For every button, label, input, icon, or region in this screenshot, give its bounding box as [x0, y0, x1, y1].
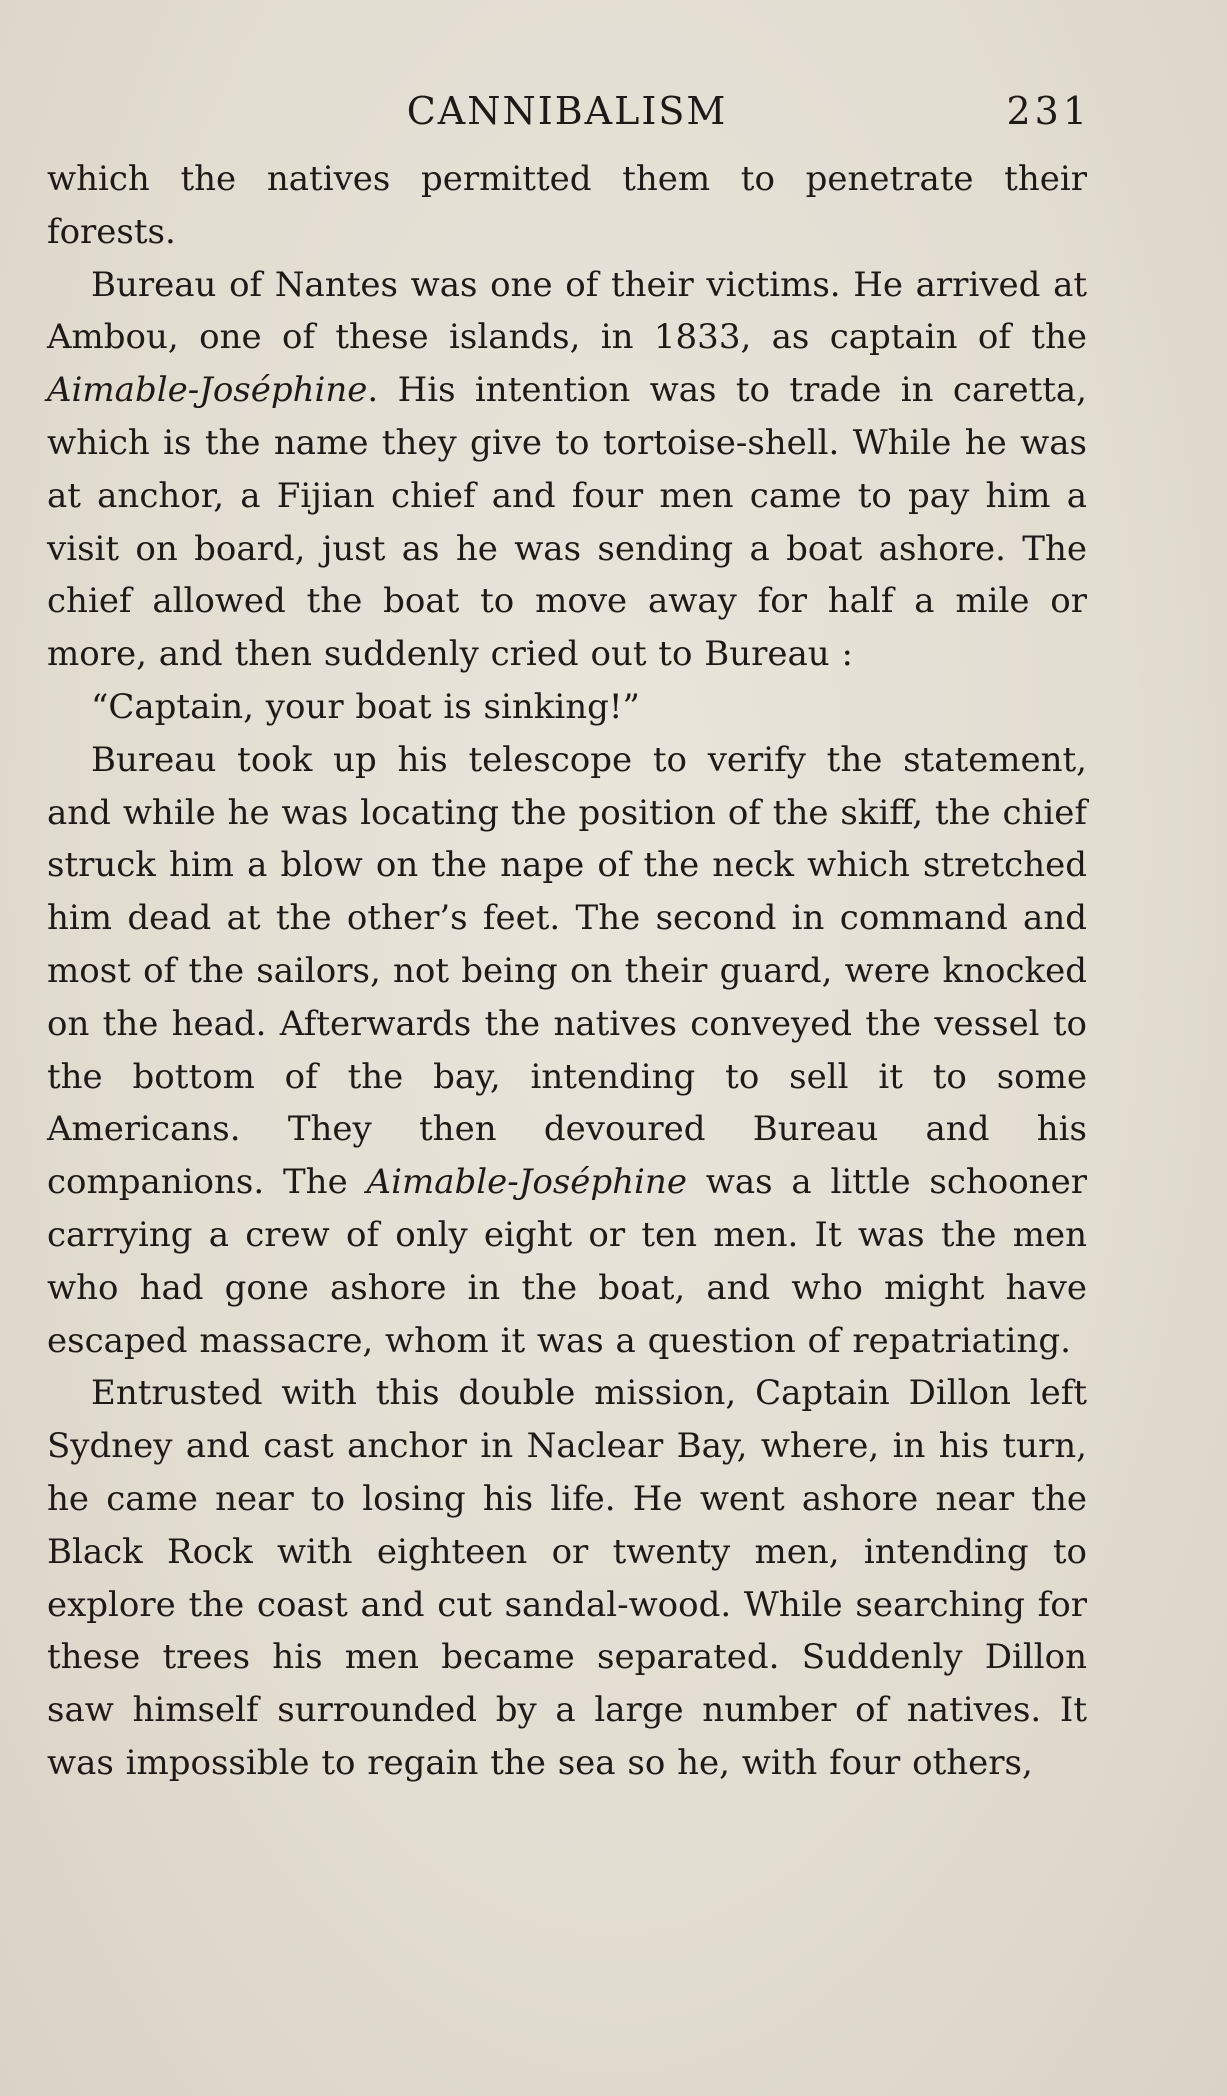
ship-name: Aimable-Joséphine	[47, 370, 368, 411]
body-text	[47, 153, 1087, 1790]
paragraph-text: . His intention was to trade in caretta, which is the name they give to tortoise-shell. While he was at anchor, a Fijian chief and four men came to pay him a visit on board, just as he was sending a boat ashore. The chief allowed the boat to move away for half a mile or more, and then suddenly cried out to Bureau :	[47, 370, 1087, 675]
book-page	[47, 85, 1091, 1790]
paragraph	[47, 153, 1087, 259]
paragraph	[47, 734, 1087, 1368]
paragraph-text: which the natives permitted them to penetrate their forests.	[47, 159, 1087, 252]
running-head	[47, 85, 1091, 147]
paragraph-text: Entrusted with this double mission, Captain Dillon left Sydney and cast anchor in Naclear Bay, where, in his turn, he came near to losing his life. He went ashore near the Black Rock with eighteen or twenty men, intending to explore the coast and cut sandal-wood. While searching for these trees his men became separated. Suddenly Dillon saw himself surrounded by a large number of natives. It was impossible to regain the sea so he, with four others,	[47, 1373, 1087, 1783]
paragraph-text: Bureau of Nantes was one of their victims. He arrived at Ambou, one of these islands, in 1833, as captain of the	[47, 264, 1087, 358]
quoted-speech: “Captain, your boat is sinking!”	[91, 686, 640, 727]
paragraph-text: Bureau took up his telescope to verify the statement, and while he was locating the position of the skiff, the chief struck him a blow on the nape of the neck which stretched him dead at the other’s feet. The second in command and most of the sailors, not being on their guard, were knocked on the head. Afterwards the natives conveyed the vessel to the bottom of the bay, intending to sell it to some Americans. They then devoured Bureau and his companions. The	[47, 739, 1087, 1203]
paragraph	[47, 1367, 1087, 1789]
paragraph	[47, 259, 1087, 681]
paragraph-text: was a little schooner carrying a crew of only eight or ten men. It was the men who had gone ashore in the boat, and who might have escaped massacre, whom it was a question of repatriating.	[47, 1162, 1087, 1361]
page-number: 231	[1006, 89, 1091, 133]
paragraph	[47, 681, 1087, 734]
running-title: CANNIBALISM	[406, 89, 728, 133]
ship-name: Aimable-Joséphine	[366, 1162, 687, 1203]
